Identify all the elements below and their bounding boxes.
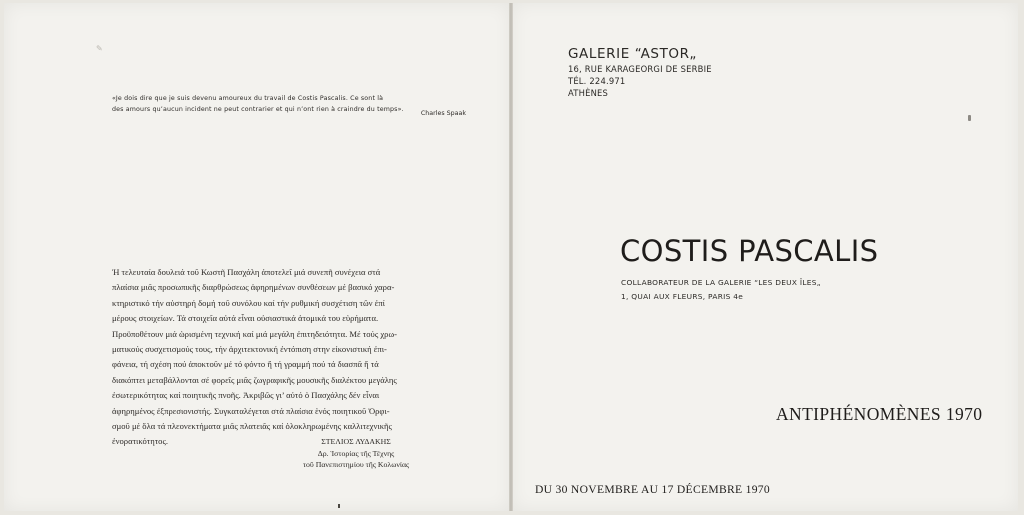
greek-line: κτηριστικό τήν αὐστηρή δομή τοῦ συνόλου καί τήν ρυθμική συσχέτιση τῶν ἐπί xyxy=(112,297,385,308)
exhibition-title: ANTIPHÉNOMÈNES 1970 xyxy=(776,404,983,424)
greek-line: Ἡ τελευταία δουλειά τοῦ Κωστῆ Πασχάλη ἀποτελεῖ μιά συνεπῆ συνέχεια στά xyxy=(112,267,381,277)
greek-line: ἐνορατικότητος. xyxy=(112,436,169,447)
page-fold xyxy=(509,3,513,511)
greek-line: διακόπτει μεταβάλλονται σέ φορεῖς μιᾶς ζωγραφικῆς μουσικῆς διαλέκτου μεγάλης xyxy=(112,374,397,385)
signature-title-2: τοῦ Πανεπιστημίου τῆς Κολωνίας xyxy=(302,460,410,469)
signature-title-1: Δρ. Ἱστορίας τῆς Τέχνης xyxy=(317,448,395,458)
greek-line: σμοῦ μέ ὅλα τά πλεονεκτήματα μιᾶς πλατειᾶς καί ὁλοκληρωμένης καλλιτεχνικῆς xyxy=(112,421,392,432)
greek-paragraph xyxy=(112,265,468,450)
greek-line: ματικούς συσχετισμούς τους, τήν ἀρχιτεκτονική ἐντόπιση στην εἰκονιστική ἐπι- xyxy=(112,344,387,355)
greek-line: Προϋποθέτουν μιά ὡρισμένη τεχνική καί μιά μεγάλη ἐπιτηδειότητα. Μέ τούς χρω- xyxy=(112,328,397,339)
signature-name: ΣΤΕΛΙΟΣ ΛΥΔΑΚΗΣ xyxy=(321,437,391,446)
collaborator-info xyxy=(621,276,821,304)
pencil-mark: ✎ xyxy=(96,44,103,53)
gallery-city: ATHÈNES xyxy=(568,88,609,98)
greek-line: μέρους στοιχείων. Τά στοιχεῖα αὐτά εἶναι οὐσιαστικά ἀτομικά του εὑρήματα. xyxy=(112,313,379,324)
print-mark xyxy=(338,504,340,508)
quote-line-1: «Je dois dire que je suis devenu amoureux du travail de Costis Pascalis. Ce sont là xyxy=(112,95,384,102)
quote-line-2: des amours qu’aucun incident ne peut contrarier et qui n’ont rien à craindre du temps». xyxy=(112,106,404,113)
quote-author: Charles Spaak xyxy=(420,110,466,117)
gallery-address: 16, RUE KARAGEORGI DE SERBIE xyxy=(568,64,712,74)
paper-speck xyxy=(968,115,971,121)
signature-block xyxy=(284,436,428,471)
greek-line: πλαίσια μιᾶς προσωπικῆς διαρθρώσεως ἀφηρημένων συνθέσεων μέ βασικό χαρα- xyxy=(112,282,395,293)
greek-line: ἀφηρημένος ἐξπρεσιονιστής. Συγκαταλέγεται στά πλαίσια ἑνός ποιητικοῦ Ὀρφι- xyxy=(112,405,390,416)
collab-line-1: COLLABORATEUR DE LA GALERIE “LES DEUX ÎLES„ xyxy=(621,278,821,287)
greek-line: φάνεια, τή σχέση πού ἀποκτοῦν μέ τό φόντο ἤ τή γραμμή πού τά διασπᾶ ἤ τά xyxy=(112,359,379,370)
exhibition-dates: DU 30 NOVEMBRE AU 17 DÉCEMBRE 1970 xyxy=(535,483,770,496)
gallery-info xyxy=(568,45,712,99)
greek-line: ἐσωτερικότητας καί ποιητικῆς πνοῆς. Ἀκριβῶς γι’ αὐτό ὁ Πασχάλης δέν εἶναι xyxy=(112,390,380,401)
gallery-name: GALERIE “ASTOR„ xyxy=(568,46,697,62)
gallery-tel: TÉL. 224.971 xyxy=(568,76,626,86)
collab-line-2: 1, QUAI AUX FLEURS, PARIS 4e xyxy=(621,292,744,301)
artist-name: COSTIS PASCALIS xyxy=(620,234,879,268)
